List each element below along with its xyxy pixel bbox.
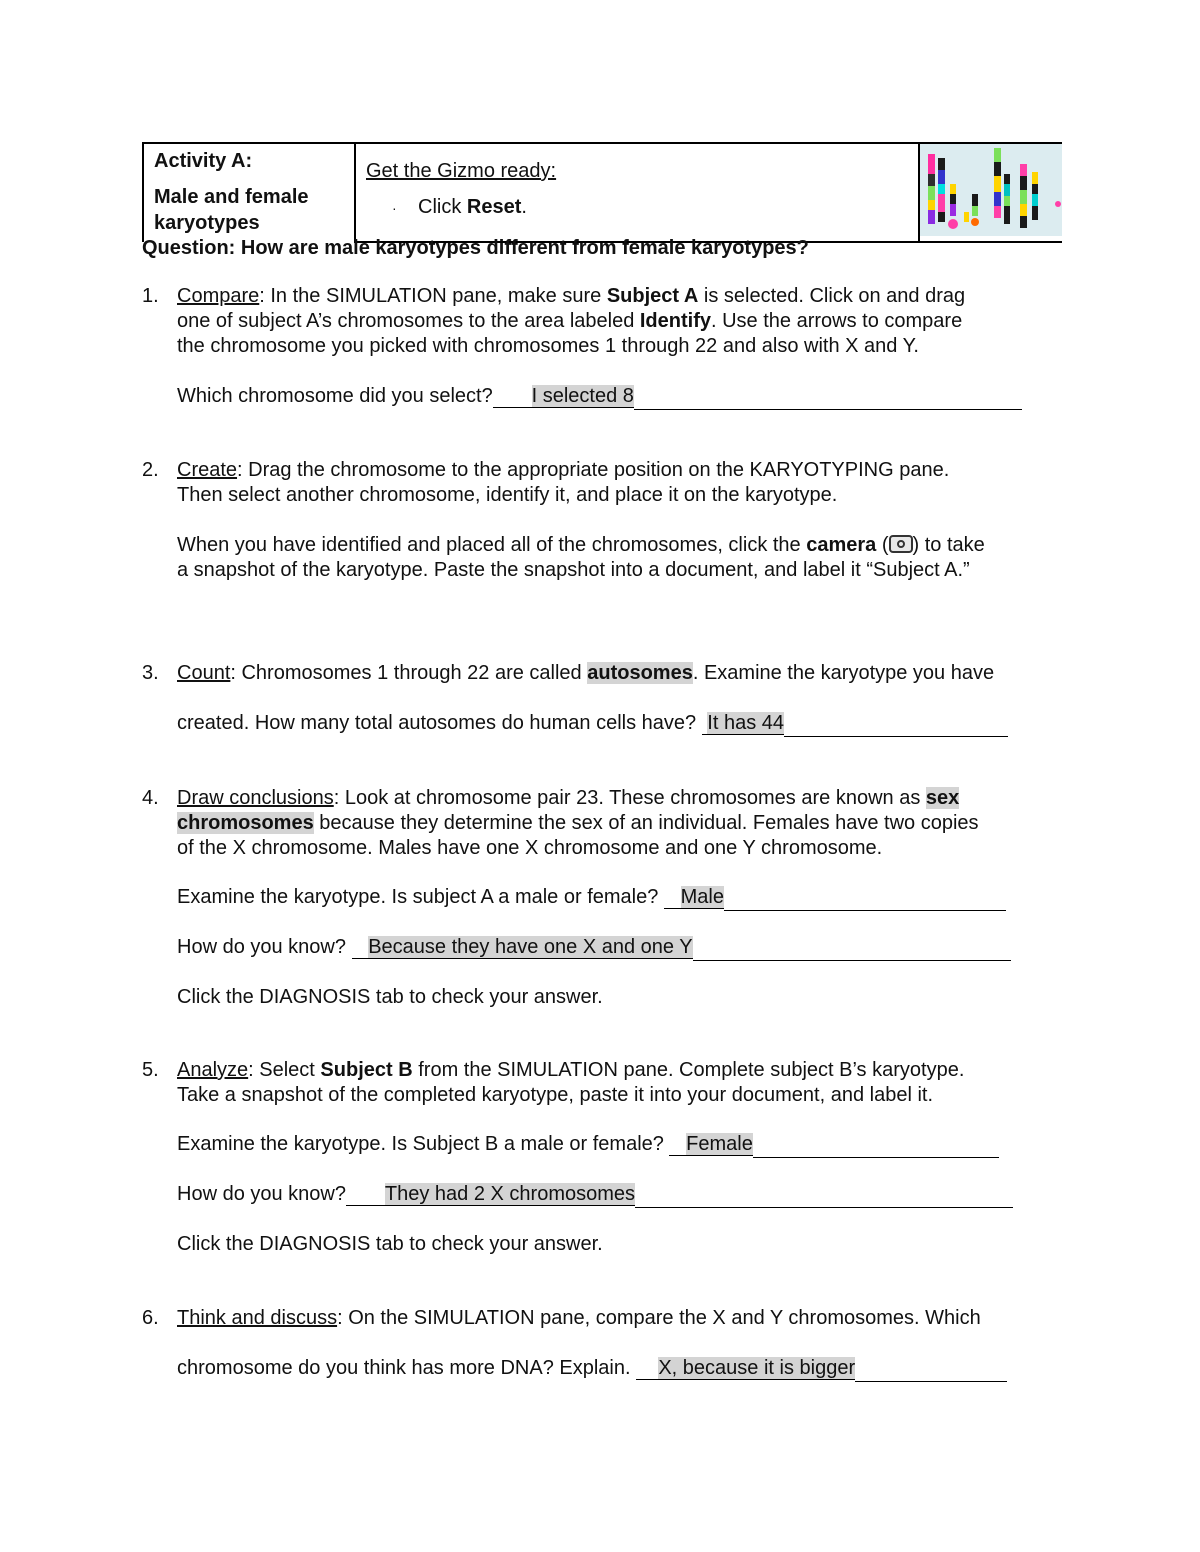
answer-field[interactable]: It has 44 <box>707 712 785 734</box>
question-1-line-1: Compare: In the SIMULATION pane, make sure Subject A is selected. Click on and drag <box>177 285 966 307</box>
diagnosis-note: Click the DIAGNOSIS tab to check your answer. <box>177 1233 603 1255</box>
question-number: 1. <box>142 285 159 307</box>
question-3: 3. Count: Chromosomes 1 through 22 are called autosomes. Examine the karyotype you have created. How many total autosomes do human cells have? It has 44 <box>142 661 1062 686</box>
activity-header-table <box>142 142 1062 243</box>
answer-field[interactable]: I selected 8 <box>531 385 634 407</box>
question-label: Compare <box>177 285 260 307</box>
answer-field[interactable]: Male <box>680 886 724 908</box>
camera-icon <box>889 535 913 553</box>
question-label: Analyze <box>177 1059 249 1081</box>
activity-title-cell <box>143 143 355 242</box>
chromosome-icon <box>1020 164 1027 228</box>
answer-prompt: chromosome do you think has more DNA? Explain. <box>177 1357 637 1379</box>
question-1-line-3: the chromosome you picked with chromosomes 1 through 22 and also with X and Y. <box>177 335 919 357</box>
guiding-question: Question: How are male karyotypes different from female karyotypes? <box>142 237 809 259</box>
answer-prompt: Examine the karyotype. Is subject A a male or female? <box>177 886 664 908</box>
activity-title: Activity A: <box>154 150 253 172</box>
term-sex: sex <box>925 787 960 809</box>
question-5-answer-line-2 <box>177 1182 1013 1208</box>
term-chromosomes: chromosomes <box>177 812 314 834</box>
answer-prompt: Examine the karyotype. Is Subject B a male or female? <box>177 1133 670 1155</box>
answer-prompt: How do you know? <box>177 936 352 958</box>
question-number: 3. <box>142 662 159 684</box>
gizmo-ready-cell <box>355 143 919 242</box>
activity-subtitle: Male and female karyotypes <box>154 186 309 234</box>
answer-prompt: Which chromosome did you select? <box>177 385 493 407</box>
question-2-line-2: Then select another chromosome, identify it, and place it on the karyotype. <box>177 484 838 506</box>
question-6: 6. Think and discuss: On the SIMULATION pane, compare the X and Y chromosomes. Which chromosome do you think has more DNA? Explain. X, because it is bigger <box>142 1306 1062 1331</box>
answer-field[interactable]: Because they have one X and one Y <box>368 936 693 958</box>
reset-instruction-post: . <box>521 196 527 218</box>
chromosome-image <box>920 144 1062 236</box>
gizmo-ready-label: Get the Gizmo ready <box>366 160 551 182</box>
question-5-line-2: Take a snapshot of the completed karyotype, paste it into your document, and label it. <box>177 1084 934 1106</box>
question-2: 2. Create: Drag the chromosome to the appropriate position on the KARYOTYPING pane. Then select another chromosome, identify it, and place it on the karyotype. When you have identified and placed all of the chromosomes, click the camera ( ) to take a snapshot of the karyotype. Paste the snapshot into a document, and label it “Subject A.” <box>142 458 1062 583</box>
question-4: 4. Draw conclusions: Look at chromosome pair 23. These chromosomes are known as sex chromosomes because they determine the sex of an individual. Females have two copies of the X chromosome. Males have one X chromosome and one Y chromosome. Examine the karyotype. Is subject A a male or female? Male How do you know? Because they have one X and one Y Click the DIAGNOSIS tab to check your answer. <box>142 786 1062 861</box>
answer-prompt: created. How many total autosomes do human cells have? <box>177 712 702 734</box>
question-1-answer-line <box>177 384 1022 410</box>
chromosome-icon <box>1004 174 1010 224</box>
reset-instruction-bold: Reset <box>466 196 522 218</box>
question-number: 5. <box>142 1059 159 1081</box>
chromosome-icon <box>938 158 945 222</box>
chromosome-image-cell <box>919 143 1062 242</box>
reset-instruction <box>366 194 908 221</box>
question-number: 2. <box>142 459 159 481</box>
answer-field[interactable]: X, because it is bigger <box>658 1357 856 1379</box>
chromosome-icon <box>994 148 1001 218</box>
question-1 <box>142 284 1062 407</box>
reset-instruction-pre: Click <box>418 196 467 218</box>
chromosome-icon <box>928 154 935 224</box>
answer-field[interactable]: They had 2 X chromosomes <box>384 1183 636 1205</box>
answer-prompt: How do you know? <box>177 1183 346 1205</box>
question-6-answer-line <box>177 1356 1007 1382</box>
question-4-answer-line-2 <box>177 935 1011 961</box>
question-5-answer-line-1 <box>177 1132 999 1158</box>
question-4-line-3: of the X chromosome. Males have one X chromosome and one Y chromosome. <box>177 837 883 859</box>
question-3-answer-line <box>177 711 1008 737</box>
answer-field[interactable]: Female <box>686 1133 753 1155</box>
question-1-line-2: one of subject A’s chromosomes to the area labeled Identify. Use the arrows to compare <box>177 310 963 332</box>
question-label: Draw conclusions <box>177 787 334 809</box>
question-2-line-4: a snapshot of the karyotype. Paste the snapshot into a document, and label it “Subject A.” <box>177 559 970 581</box>
term-autosomes: autosomes <box>587 662 693 684</box>
diagnosis-note: Click the DIAGNOSIS tab to check your answer. <box>177 986 603 1008</box>
question-4-answer-line-1 <box>177 885 1006 911</box>
question-number: 6. <box>142 1307 159 1329</box>
bullet-icon: · <box>392 199 397 216</box>
question-5: 5. Analyze: Select Subject B from the SIMULATION pane. Complete subject B’s karyotype. Take a snapshot of the completed karyotype, paste it into your document, and label it. Examine the karyotype. Is Subject B a male or female? Female How do you know? They had 2 X chromosomes Click the DIAGNOSIS tab to check your answer. <box>142 1058 1062 1108</box>
gizmo-ready-colon: : <box>550 160 557 182</box>
question-label: Count <box>177 662 231 684</box>
question-label: Create <box>177 459 238 481</box>
question-number: 4. <box>142 787 159 809</box>
question-label: Think and discuss <box>177 1307 338 1329</box>
